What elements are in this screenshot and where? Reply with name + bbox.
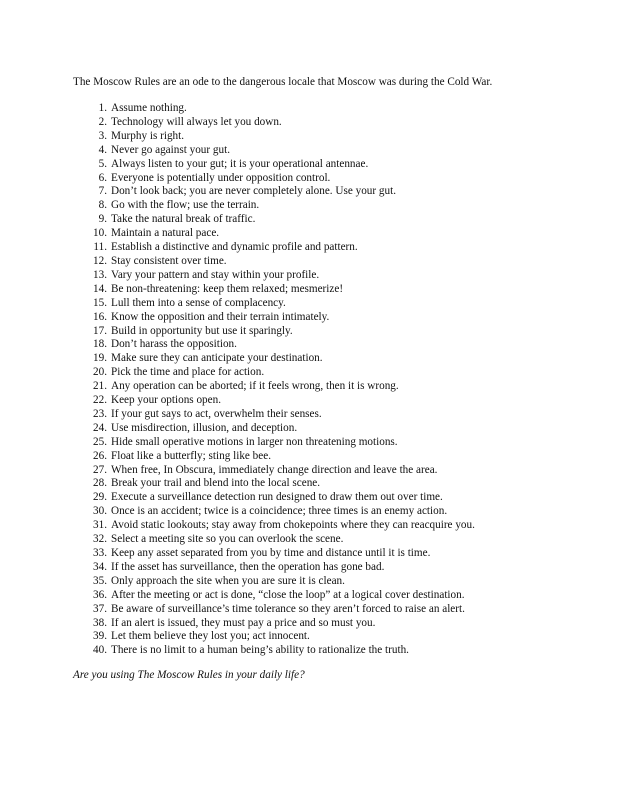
rule-text: Vary your pattern and stay within your profile. xyxy=(111,268,320,281)
rule-number: 37. xyxy=(93,602,107,615)
rule-item xyxy=(86,199,606,213)
rule-number: 12. xyxy=(93,254,107,267)
rule-item xyxy=(86,519,606,533)
rule-item xyxy=(86,394,606,408)
rule-text: There is no limit to a human being’s ability to rationalize the truth. xyxy=(111,644,409,657)
rule-text: Pick the time and place for action. xyxy=(111,366,265,379)
rule-number: 34. xyxy=(93,560,107,573)
rule-number: 39. xyxy=(93,630,107,643)
rule-item xyxy=(86,325,606,339)
rule-number: 13. xyxy=(93,268,107,281)
rule-number: 9. xyxy=(98,213,107,226)
closing-question: Are you using The Moscow Rules in your daily life? xyxy=(73,669,305,681)
rule-number: 11. xyxy=(93,241,107,254)
rule-number: 14. xyxy=(93,282,107,295)
rule-text: Everyone is potentially under opposition control. xyxy=(111,171,331,184)
rule-text: Break your trail and blend into the local scene. xyxy=(111,477,321,490)
rule-text: Keep any asset separated from you by time and distance until it is time. xyxy=(111,547,431,559)
rule-item xyxy=(86,589,606,603)
rule-item xyxy=(86,352,606,366)
rule-number: 31. xyxy=(93,519,107,532)
rule-item xyxy=(86,547,606,561)
rule-number: 27. xyxy=(93,463,107,476)
rule-number: 26. xyxy=(93,449,107,462)
rule-number: 33. xyxy=(93,547,107,559)
rule-text: Once is an accident; twice is a coincidence; three times is an enemy action. xyxy=(111,505,448,518)
intro-paragraph: The Moscow Rules are an ode to the dangerous locale that Moscow was during the Cold War. xyxy=(73,76,493,88)
rule-text: Assume nothing. xyxy=(111,102,187,114)
rule-number: 7. xyxy=(98,185,107,198)
rule-item xyxy=(86,144,606,158)
rule-item xyxy=(86,213,606,227)
rule-item xyxy=(86,255,606,269)
rule-number: 6. xyxy=(98,171,107,184)
rule-text: Establish a distinctive and dynamic profile and pattern. xyxy=(111,241,358,254)
rule-number: 10. xyxy=(93,227,107,240)
rule-text: Select a meeting site so you can overlook the scene. xyxy=(111,533,344,546)
rule-text: Know the opposition and their terrain intimately. xyxy=(111,310,330,323)
rule-number: 1. xyxy=(98,102,107,114)
rule-text: Take the natural break of traffic. xyxy=(111,213,256,226)
rule-text: Build in opportunity but use it sparingly. xyxy=(111,324,293,337)
rule-text: Avoid static lookouts; stay away from chokepoints where they can reacquire you. xyxy=(111,519,475,532)
rule-text: After the meeting or act is done, “close the loop” at a logical cover destination. xyxy=(111,588,465,601)
rule-number: 4. xyxy=(98,143,107,156)
rule-number: 21. xyxy=(93,380,107,393)
rule-item xyxy=(86,158,606,172)
rule-number: 18. xyxy=(93,338,107,351)
rule-item xyxy=(86,477,606,491)
rule-item xyxy=(86,491,606,505)
rule-text: Go with the flow; use the terrain. xyxy=(111,199,260,212)
rule-text: Don’t look back; you are never completely alone. Use your gut. xyxy=(111,185,396,198)
rule-text: Keep your options open. xyxy=(111,394,221,407)
rule-number: 24. xyxy=(93,421,107,434)
rule-item xyxy=(86,575,606,589)
rule-item xyxy=(86,338,606,352)
rule-number: 32. xyxy=(93,533,107,546)
rule-item xyxy=(86,366,606,380)
rule-number: 16. xyxy=(93,310,107,323)
rule-text: Technology will always let you down. xyxy=(111,115,282,128)
rule-item xyxy=(86,450,606,464)
rule-item xyxy=(86,422,606,436)
rule-text: Use misdirection, illusion, and deception. xyxy=(111,421,298,434)
rule-text: Murphy is right. xyxy=(111,129,185,142)
rule-text: Lull them into a sense of complacency. xyxy=(111,296,286,309)
rule-item xyxy=(86,241,606,255)
rule-item xyxy=(86,505,606,519)
rule-text: Don’t harass the opposition. xyxy=(111,338,237,351)
rule-text: Execute a surveillance detection run designed to draw them out over time. xyxy=(111,491,443,504)
rule-number: 19. xyxy=(93,352,107,365)
rule-number: 35. xyxy=(93,574,107,587)
rule-number: 22. xyxy=(93,394,107,407)
rule-number: 29. xyxy=(93,491,107,504)
rule-item xyxy=(86,116,606,130)
rule-number: 3. xyxy=(98,129,107,142)
rule-text: Never go against your gut. xyxy=(111,143,230,156)
rule-item xyxy=(86,617,606,631)
rule-text: If your gut says to act, overwhelm their senses. xyxy=(111,407,322,420)
rule-text: Always listen to your gut; it is your operational antennae. xyxy=(111,157,369,170)
rule-number: 25. xyxy=(93,435,107,448)
rule-text: Be non-threatening: keep them relaxed; mesmerize! xyxy=(111,282,344,295)
rule-text: When free, In Obscura, immediately change direction and leave the area. xyxy=(111,463,438,476)
rule-item xyxy=(86,380,606,394)
rule-number: 23. xyxy=(93,407,107,420)
rule-item xyxy=(86,227,606,241)
rules-list xyxy=(86,102,606,658)
rule-item xyxy=(86,464,606,478)
rule-number: 2. xyxy=(98,115,107,128)
rule-item xyxy=(86,297,606,311)
rule-item xyxy=(86,102,606,116)
rule-number: 30. xyxy=(93,505,107,518)
rule-number: 36. xyxy=(93,588,107,601)
rule-item xyxy=(86,185,606,199)
rule-number: 5. xyxy=(98,157,107,170)
rule-text: Maintain a natural pace. xyxy=(111,227,220,240)
rule-item xyxy=(86,630,606,644)
rule-item xyxy=(86,172,606,186)
rule-item xyxy=(86,269,606,283)
rule-text: Be aware of surveillance’s time tolerance so they aren’t forced to raise an alert. xyxy=(111,602,465,615)
rule-item xyxy=(86,408,606,422)
rule-item xyxy=(86,130,606,144)
rule-number: 38. xyxy=(93,616,107,629)
rule-text: Stay consistent over time. xyxy=(111,254,227,267)
rule-text: Any operation can be aborted; if it feels wrong, then it is wrong. xyxy=(111,380,399,393)
rule-number: 28. xyxy=(93,477,107,490)
rule-text: Hide small operative motions in larger non threatening motions. xyxy=(111,435,398,448)
rule-text: If an alert is issued, they must pay a price and so must you. xyxy=(111,616,376,629)
rule-item xyxy=(86,283,606,297)
rule-item xyxy=(86,603,606,617)
rule-text: Float like a butterfly; sting like bee. xyxy=(111,449,272,462)
rule-text: Only approach the site when you are sure it is clean. xyxy=(111,574,345,587)
rule-number: 17. xyxy=(93,324,107,337)
rule-text: Make sure they can anticipate your destination. xyxy=(111,352,323,365)
rule-item xyxy=(86,311,606,325)
rule-number: 40. xyxy=(93,644,107,657)
rule-item xyxy=(86,644,606,658)
rule-item xyxy=(86,436,606,450)
rule-number: 20. xyxy=(93,366,107,379)
rule-text: If the asset has surveillance, then the operation has gone bad. xyxy=(111,560,385,573)
rule-text: Let them believe they lost you; act innocent. xyxy=(111,630,310,643)
rule-item xyxy=(86,533,606,547)
rule-item xyxy=(86,561,606,575)
rule-number: 8. xyxy=(98,199,107,212)
rule-number: 15. xyxy=(93,296,107,309)
